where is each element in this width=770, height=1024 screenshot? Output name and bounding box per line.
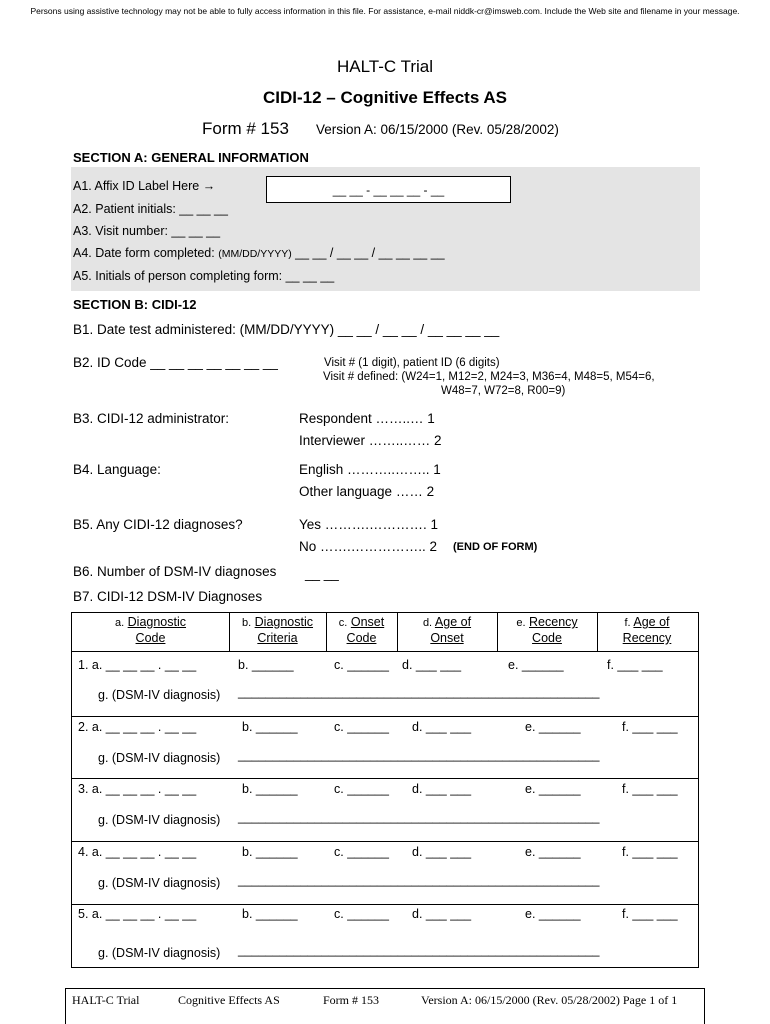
row-1-criteria[interactable]: b. ______: [238, 658, 294, 672]
b3-option-interviewer[interactable]: Interviewer ……..…… 2: [299, 433, 442, 448]
row-3-recency-code[interactable]: e. ______: [525, 782, 581, 796]
row-3-dsm-line[interactable]: ____________________________________________________: [238, 810, 600, 824]
row-1-onset-code[interactable]: c. ______: [334, 658, 389, 672]
section-a-title: SECTION A: GENERAL INFORMATION: [73, 150, 309, 165]
trial-name: HALT-C Trial: [336, 57, 434, 76]
row-3-criteria[interactable]: b. ______: [242, 782, 298, 796]
row-2-recency-code[interactable]: e. ______: [525, 720, 581, 734]
row-4-dsm-label: g. (DSM-IV diagnosis): [98, 876, 221, 890]
id-label-box[interactable]: __ __ - __ __ __ - __: [266, 176, 511, 203]
row-4-age-onset[interactable]: d. ___ ___: [412, 845, 472, 859]
row-5-age-recency[interactable]: f. ___ ___: [622, 907, 678, 921]
row-5-dsm-label: g. (DSM-IV diagnosis): [98, 946, 221, 960]
b3-label: B3. CIDI-12 administrator:: [73, 411, 230, 426]
b5-label: B5. Any CIDI-12 diagnoses?: [73, 517, 243, 532]
header-diagnostic-criteria: b. Diagnostic Criteria: [241, 615, 314, 645]
row-4-diagnostic-code[interactable]: 4. a. __ __ __ . __ __: [78, 845, 197, 859]
row-1-dsm-line[interactable]: ____________________________________________________: [238, 685, 600, 699]
row-1-dsm-label: g. (DSM-IV diagnosis): [98, 688, 221, 702]
form-version: Version A: 06/15/2000 (Rev. 05/28/2002): [316, 122, 559, 137]
row-4-onset-code[interactable]: c. ______: [334, 845, 389, 859]
row-5-criteria[interactable]: b. ______: [242, 907, 298, 921]
row-3-dsm-label: g. (DSM-IV diagnosis): [98, 813, 221, 827]
a4-format: (MM/DD/YYYY): [218, 248, 292, 260]
row-3-onset-code[interactable]: c. ______: [334, 782, 389, 796]
b4-option-other[interactable]: Other language …… 2: [299, 484, 435, 499]
b6-label: B6. Number of DSM-IV diagnoses: [73, 564, 277, 579]
accessibility-notice: Persons using assistive technology may not be able to fully access information in this file. For assistance, e-mail niddk-cr@imsweb.com. Include the Web site and filename in your message.: [30, 6, 740, 16]
row-2-dsm-label: g. (DSM-IV diagnosis): [98, 751, 221, 765]
row-2-dsm-line[interactable]: ____________________________________________________: [238, 748, 600, 762]
b2-note-1: Visit # (1 digit), patient ID (6 digits): [324, 357, 500, 369]
row-5-onset-code[interactable]: c. ______: [334, 907, 389, 921]
row-1-age-onset[interactable]: d. ___ ___: [402, 658, 462, 672]
row-5-recency-code[interactable]: e. ______: [525, 907, 581, 921]
row-3-age-recency[interactable]: f. ___ ___: [622, 782, 678, 796]
header-onset-code: c. Onset Code: [338, 615, 385, 645]
b2-note-2: Visit # defined: (W24=1, M12=2, M24=3, M36=4, M48=5, M54=6,: [323, 371, 655, 383]
a5-initials-completing[interactable]: A5. Initials of person completing form: __ __ __: [73, 269, 335, 283]
row-1-recency-code[interactable]: e. ______: [508, 658, 564, 672]
row-5-dsm-line[interactable]: ____________________________________________________: [238, 943, 600, 957]
row-1-diagnostic-code[interactable]: 1. a. __ __ __ . __ __: [78, 658, 197, 672]
row-5-age-onset[interactable]: d. ___ ___: [412, 907, 472, 921]
a4-date-completed[interactable]: [73, 246, 445, 260]
b2-note-3: W48=7, W72=8, R00=9): [441, 385, 566, 397]
b4-option-english[interactable]: English ………..…….. 1: [299, 462, 441, 477]
row-3-age-onset[interactable]: d. ___ ___: [412, 782, 472, 796]
header-diagnostic-code: a. Diagnostic Code: [114, 615, 187, 645]
b3-option-respondent[interactable]: Respondent ……..… 1: [299, 411, 435, 426]
a4-blanks[interactable]: __ __ / __ __ / __ __ __ __: [291, 246, 445, 260]
row-5-diagnostic-code[interactable]: 5. a. __ __ __ . __ __: [78, 907, 197, 921]
b5-end-of-form: (END OF FORM): [453, 541, 538, 553]
a3-visit-number[interactable]: A3. Visit number: __ __ __: [73, 224, 221, 238]
b6-blanks[interactable]: __ __: [305, 566, 339, 581]
row-4-criteria[interactable]: b. ______: [242, 845, 298, 859]
section-b-title: SECTION B: CIDI-12: [73, 297, 197, 312]
a2-patient-initials[interactable]: A2. Patient initials: __ __ __: [73, 202, 228, 216]
row-2-criteria[interactable]: b. ______: [242, 720, 298, 734]
a4-label: A4. Date form completed:: [73, 246, 219, 260]
diagnoses-table: [71, 612, 699, 968]
footer-trial: HALT-C Trial: [72, 993, 140, 1007]
row-2-age-recency[interactable]: f. ___ ___: [622, 720, 678, 734]
footer-title: Cognitive Effects AS: [178, 993, 280, 1007]
page-footer: [65, 988, 705, 1024]
b5-option-yes[interactable]: Yes ……….…………. 1: [299, 517, 439, 532]
row-4-recency-code[interactable]: e. ______: [525, 845, 581, 859]
row-3-diagnostic-code[interactable]: 3. a. __ __ __ . __ __: [78, 782, 197, 796]
row-1-age-recency[interactable]: f. ___ ___: [607, 658, 663, 672]
form-number: Form # 153: [202, 119, 289, 138]
b7-label: B7. CIDI-12 DSM-IV Diagnoses: [73, 589, 263, 604]
row-2-age-onset[interactable]: d. ___ ___: [412, 720, 472, 734]
header-age-of-recency: f. Age of Recency: [622, 615, 672, 645]
b4-label: B4. Language:: [73, 462, 161, 477]
form-title: CIDI-12 – Cognitive Effects AS: [262, 88, 508, 107]
b2-id-code[interactable]: B2. ID Code __ __ __ __ __ __ __: [73, 355, 278, 370]
row-4-dsm-line[interactable]: ____________________________________________________: [238, 873, 600, 887]
footer-version: Version A: 06/15/2000 (Rev. 05/28/2002) Page 1 of 1: [421, 993, 678, 1007]
row-2-onset-code[interactable]: c. ______: [334, 720, 389, 734]
row-2-diagnostic-code[interactable]: 2. a. __ __ __ . __ __: [78, 720, 197, 734]
a1-label: A1. Affix ID Label Here →: [73, 179, 216, 193]
b1-date-administered[interactable]: B1. Date test administered: (MM/DD/YYYY) __ __ / __ __ / __ __ __ __: [73, 322, 500, 337]
header-age-of-onset: d. Age of Onset: [422, 615, 472, 645]
header-recency-code: e. Recency Code: [516, 615, 578, 645]
b5-option-no[interactable]: No …….…………….. 2: [299, 539, 438, 554]
footer-form: Form # 153: [323, 993, 380, 1007]
row-4-age-recency[interactable]: f. ___ ___: [622, 845, 678, 859]
